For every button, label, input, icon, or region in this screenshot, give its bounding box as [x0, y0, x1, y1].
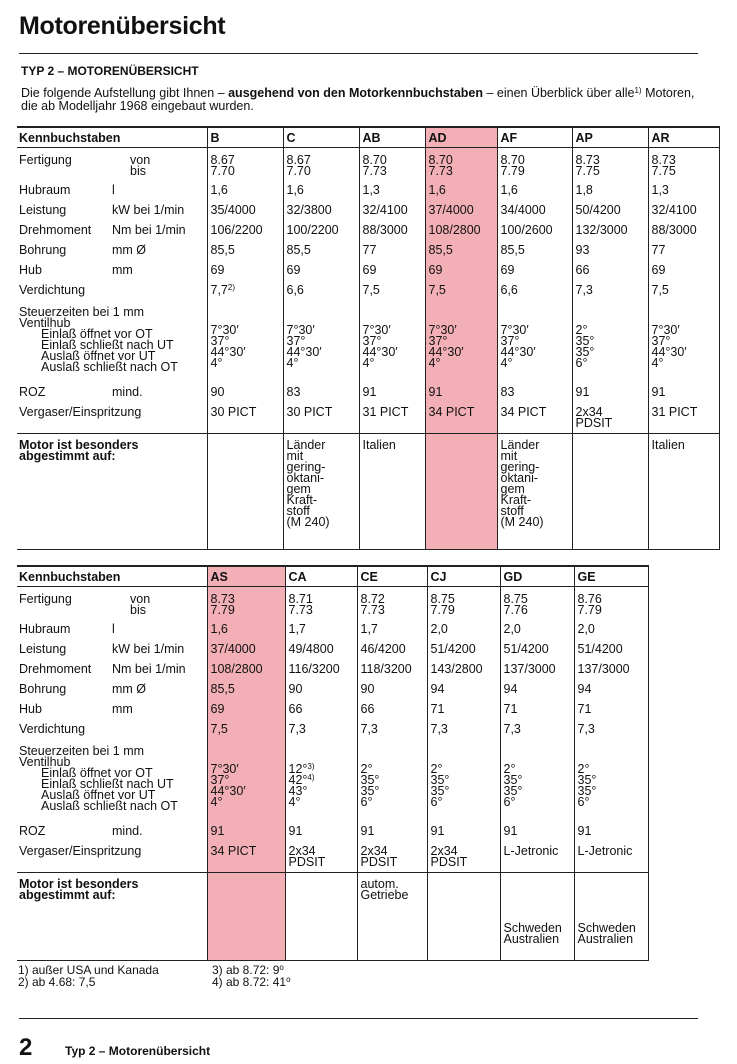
drehmoment-value: 88/3000 [648, 221, 719, 241]
bohrung-value: 90 [357, 680, 427, 700]
label-verdichtung: Verdichtung [19, 722, 86, 736]
leistung-value: 37/4000 [207, 640, 285, 660]
leistung-value: 32/4100 [648, 201, 719, 221]
bohrung-value: 77 [648, 241, 719, 261]
motor-value: Italien [359, 433, 425, 549]
label-roz: ROZ [19, 385, 46, 399]
drehmoment-value: 137/3000 [574, 660, 648, 680]
engine-code: AB [359, 127, 425, 147]
unit-leistung: kW bei 1/min [112, 203, 185, 217]
vergaser-value: 34 PICT [497, 403, 572, 433]
drehmoment-value: 88/3000 [359, 221, 425, 241]
hub-value: 71 [427, 700, 500, 720]
hubraum-value: 1,6 [497, 181, 572, 201]
row-motor-abgestimmt [17, 872, 648, 960]
intro-text-4: Motoren, die ab Modelljahr 1968 eingebaut wurden. [21, 86, 695, 113]
hub-value: 69 [207, 261, 283, 281]
row-leistung [17, 201, 719, 221]
fertigung-value: 8.75 7.76 [500, 586, 574, 620]
footnotes-col2 [212, 964, 291, 988]
label-drehmoment: Drehmoment [19, 662, 92, 676]
table-header-row [17, 127, 719, 147]
drehmoment-value: 108/2800 [425, 221, 497, 241]
bohrung-value: 94 [427, 680, 500, 700]
section-subtitle: TYP 2 – MOTORENÜBERSICHT [21, 64, 199, 78]
vergaser-value: L-Jetronic [574, 842, 648, 872]
bohrung-value: 90 [285, 680, 357, 700]
drehmoment-value: 108/2800 [207, 660, 285, 680]
bohrung-value: 93 [572, 241, 648, 261]
hubraum-value: 1,6 [207, 181, 283, 201]
label-bohrung: Bohrung [19, 243, 67, 257]
vergaser-value: 31 PICT [359, 403, 425, 433]
verdichtung-value: 7,3 [357, 720, 427, 740]
steuerzeiten-value: 7°30′ 37° 44°30′ 4° [359, 301, 425, 383]
steuerzeiten-value: 2° 35° 35° 6° [357, 740, 427, 822]
roz-value: 91 [574, 822, 648, 842]
steuerzeiten-value: 7°30′ 37° 44°30′ 4° [283, 301, 359, 383]
drehmoment-value: 100/2600 [497, 221, 572, 241]
hubraum-value: 1,7 [357, 620, 427, 640]
hub-value: 66 [285, 700, 357, 720]
intro-footnote-ref: 1) [634, 86, 642, 95]
engine-code: AS [207, 566, 285, 586]
fertigung-value: 8.67 7.70 [283, 147, 359, 181]
engine-code: B [207, 127, 283, 147]
label-hub: Hub [19, 263, 42, 277]
leistung-value: 50/4200 [572, 201, 648, 221]
hubraum-value: 1,3 [648, 181, 719, 201]
leistung-value: 32/4100 [359, 201, 425, 221]
label-leistung: Leistung [19, 642, 67, 656]
label-vergaser: Vergaser/Einspritzung [17, 842, 207, 872]
verdichtung-value: 7,3 [572, 281, 648, 301]
leistung-value: 51/4200 [427, 640, 500, 660]
motor-value [425, 433, 497, 549]
vergaser-value: L-Jetronic [500, 842, 574, 872]
label-fertigung: Fertigung [19, 591, 72, 606]
verdichtung-value: 7,3 [285, 720, 357, 740]
hub-value: 66 [357, 700, 427, 720]
verdichtung-value: 7,3 [427, 720, 500, 740]
label-vergaser: Vergaser/Einspritzung [17, 403, 207, 433]
label-steuerzeiten: Steuerzeiten bei 1 mm Ventilhub Einlaß öffnet vor OT Einlaß schließt nach UT Auslaß öffnet vor UT Auslaß schließt nach OT [19, 305, 178, 374]
bohrung-value: 85,5 [207, 680, 285, 700]
label-hubraum: Hubraum [19, 622, 71, 636]
unit-roz: mind. [112, 385, 143, 399]
label-fertigung: Fertigung [19, 152, 72, 167]
engine-table-2 [17, 565, 649, 961]
leistung-value: 51/4200 [500, 640, 574, 660]
row-bohrung [17, 680, 648, 700]
hubraum-value: 2,0 [574, 620, 648, 640]
vergaser-value: 2x34 PDSIT [427, 842, 500, 872]
row-hub [17, 261, 719, 281]
steuerzeiten-value: 7°30′ 37° 44°30′ 4° [497, 301, 572, 383]
footnotes [18, 963, 291, 989]
verdichtung-value: 7,7$^{2)}$ [207, 281, 283, 301]
vergaser-value: 31 PICT [648, 403, 719, 433]
fertigung-value: 8.75 7.79 [427, 586, 500, 620]
verdichtung-value: 7,3 [574, 720, 648, 740]
hub-value: 69 [425, 261, 497, 281]
verdichtung-value: 7,5 [359, 281, 425, 301]
bohrung-value: 85,5 [207, 241, 283, 261]
roz-value: 91 [357, 822, 427, 842]
vergaser-value: 30 PICT [283, 403, 359, 433]
title-rule [19, 53, 698, 54]
row-steuerzeiten [17, 301, 719, 383]
unit-bohrung: mm Ø [112, 243, 147, 257]
hub-value: 69 [207, 700, 285, 720]
steuerzeiten-value: 2° 35° 35° 6° [427, 740, 500, 822]
roz-value: 91 [285, 822, 357, 842]
drehmoment-value: 118/3200 [357, 660, 427, 680]
row-roz [17, 822, 648, 842]
drehmoment-value: 100/2200 [283, 221, 359, 241]
verdichtung-value: 7,5 [648, 281, 719, 301]
row-leistung [17, 640, 648, 660]
fertigung-value: 8.72 7.73 [357, 586, 427, 620]
drehmoment-value: 137/3000 [500, 660, 574, 680]
intro-text-bold: ausgehend von den Motorkennbuchstaben [228, 86, 483, 100]
steuerzeiten-value: 2° 35° 35° 6° [500, 740, 574, 822]
fertigung-value: 8.70 7.79 [497, 147, 572, 181]
footnote-4: 4) ab 8.72: 41$^o$ [212, 975, 291, 989]
fertigung-value: 8.70 7.73 [425, 147, 497, 181]
hub-value: 71 [574, 700, 648, 720]
row-fertigung [17, 147, 719, 181]
unit-hubraum: l [112, 183, 115, 197]
roz-value: 91 [648, 383, 719, 403]
verdichtung-value: 6,6 [497, 281, 572, 301]
row-drehmoment [17, 660, 648, 680]
bohrung-value: 85,5 [497, 241, 572, 261]
hubraum-value: 1,8 [572, 181, 648, 201]
table-header-row [17, 566, 648, 586]
engine-code: GD [500, 566, 574, 586]
drehmoment-value: 116/3200 [285, 660, 357, 680]
verdichtung-value: 6,6 [283, 281, 359, 301]
bohrung-value: 94 [574, 680, 648, 700]
unit-drehmoment: Nm bei 1/min [112, 662, 186, 676]
page-title: Motorenübersicht [19, 12, 226, 40]
page-number: 2 [19, 1034, 33, 1061]
engine-code: AR [648, 127, 719, 147]
roz-value: 91 [207, 822, 285, 842]
hubraum-value: 2,0 [500, 620, 574, 640]
row-roz [17, 383, 719, 403]
row-fertigung [17, 586, 648, 620]
hub-value: 69 [359, 261, 425, 281]
header-label: Kennbuchstaben [17, 127, 207, 147]
motor-value: Schweden Australien [574, 872, 648, 960]
engine-code: GE [574, 566, 648, 586]
unit-drehmoment: Nm bei 1/min [112, 223, 186, 237]
row-drehmoment [17, 221, 719, 241]
unit-hub: mm [112, 263, 133, 277]
hubraum-value: 1,7 [285, 620, 357, 640]
hubraum-value: 1,6 [425, 181, 497, 201]
steuerzeiten-value: 2° 35° 35° 6° [572, 301, 648, 383]
row-steuerzeiten [17, 740, 648, 822]
hubraum-value: 1,6 [283, 181, 359, 201]
roz-value: 83 [283, 383, 359, 403]
vergaser-value: 30 PICT [207, 403, 283, 433]
bohrung-value: 85,5 [425, 241, 497, 261]
roz-value: 90 [207, 383, 283, 403]
label-von-bis: von bis [130, 152, 151, 178]
row-motor-abgestimmt [17, 433, 719, 549]
motor-value: Italien [648, 433, 719, 549]
unit-roz: mind. [112, 824, 143, 838]
hub-value: 69 [648, 261, 719, 281]
footer-rule [19, 1018, 698, 1019]
bohrung-value: 85,5 [283, 241, 359, 261]
row-bohrung [17, 241, 719, 261]
engine-code: AD [425, 127, 497, 147]
intro-paragraph [21, 87, 711, 113]
engine-code: CE [357, 566, 427, 586]
fertigung-value: 8.67 7.70 [207, 147, 283, 181]
bohrung-value: 94 [500, 680, 574, 700]
unit-hub: mm [112, 702, 133, 716]
label-drehmoment: Drehmoment [19, 223, 92, 237]
intro-text-3: – einen Überblick über alle [483, 86, 635, 100]
row-hub [17, 700, 648, 720]
motor-value [207, 433, 283, 549]
verdichtung-value: 7,5 [425, 281, 497, 301]
hub-value: 66 [572, 261, 648, 281]
engine-table-1 [17, 126, 720, 550]
fertigung-value: 8.76 7.79 [574, 586, 648, 620]
row-hubraum [17, 181, 719, 201]
label-leistung: Leistung [19, 203, 67, 217]
motor-value [285, 872, 357, 960]
steuerzeiten-value: 2° 35° 35° 6° [574, 740, 648, 822]
row-hubraum [17, 620, 648, 640]
row-vergaser [17, 842, 648, 872]
steuerzeiten-value: 12°$^{3)}$ 42°$^{4)}$ 43° 4° [285, 740, 357, 822]
unit-hubraum: l [112, 622, 115, 636]
label-hubraum: Hubraum [19, 183, 71, 197]
header-label: Kennbuchstaben [17, 566, 207, 586]
roz-value: 83 [497, 383, 572, 403]
fertigung-value: 8.71 7.73 [285, 586, 357, 620]
engine-code: CA [285, 566, 357, 586]
leistung-value: 51/4200 [574, 640, 648, 660]
drehmoment-value: 143/2800 [427, 660, 500, 680]
label-verdichtung: Verdichtung [19, 283, 86, 297]
bohrung-value: 77 [359, 241, 425, 261]
vergaser-value: 34 PICT [207, 842, 285, 872]
steuerzeiten-value: 7°30′ 37° 44°30′ 4° [207, 301, 283, 383]
engine-code: C [283, 127, 359, 147]
motor-value: Länder mit gering- oktani- gem Kraft- stoff (M 240) [283, 433, 359, 549]
footnote-3: 3) ab 8.72: 9$^o$ [212, 963, 284, 977]
row-verdichtung [17, 281, 719, 301]
unit-bohrung: mm Ø [112, 682, 147, 696]
roz-value: 91 [572, 383, 648, 403]
label-steuerzeiten: Steuerzeiten bei 1 mm Ventilhub Einlaß öffnet vor OT Einlaß schließt nach UT Auslaß öffnet vor UT Auslaß schließt nach OT [19, 744, 178, 813]
vergaser-value: 34 PICT [425, 403, 497, 433]
motor-value: autom. Getriebe [357, 872, 427, 960]
fertigung-value: 8.73 7.79 [207, 586, 285, 620]
intro-text-1: Die folgende Aufstellung gibt Ihnen – [21, 86, 229, 100]
verdichtung-value: 7,5 [207, 720, 285, 740]
roz-value: 91 [500, 822, 574, 842]
leistung-value: 37/4000 [425, 201, 497, 221]
engine-code: AF [497, 127, 572, 147]
fertigung-value: 8.70 7.73 [359, 147, 425, 181]
roz-value: 91 [427, 822, 500, 842]
vergaser-value: 2x34 PDSIT [285, 842, 357, 872]
motor-value: Länder mit gering- oktani- gem Kraft- stoff (M 240) [497, 433, 572, 549]
hub-value: 71 [500, 700, 574, 720]
label-motor-abgestimmt: Motor ist besonders abgestimmt auf: [17, 433, 207, 549]
leistung-value: 34/4000 [497, 201, 572, 221]
label-roz: ROZ [19, 824, 46, 838]
unit-leistung: kW bei 1/min [112, 642, 185, 656]
motor-value [427, 872, 500, 960]
engine-code: CJ [427, 566, 500, 586]
hubraum-value: 1,6 [207, 620, 285, 640]
steuerzeiten-value: 7°30′ 37° 44°30′ 4° [425, 301, 497, 383]
footnote-1: 1) außer USA und Kanada [18, 963, 159, 977]
hubraum-value: 1,3 [359, 181, 425, 201]
row-vergaser [17, 403, 719, 433]
roz-value: 91 [425, 383, 497, 403]
verdichtung-value: 7,3 [500, 720, 574, 740]
steuerzeiten-value: 7°30′ 37° 44°30′ 4° [207, 740, 285, 822]
label-hub: Hub [19, 702, 42, 716]
drehmoment-value: 106/2200 [207, 221, 283, 241]
vergaser-value: 2x34 PDSIT [572, 403, 648, 433]
vergaser-value: 2x34 PDSIT [357, 842, 427, 872]
footer-title: Typ 2 – Motorenübersicht [65, 1044, 211, 1058]
roz-value: 91 [359, 383, 425, 403]
row-verdichtung [17, 720, 648, 740]
label-bohrung: Bohrung [19, 682, 67, 696]
motor-value [572, 433, 648, 549]
leistung-value: 46/4200 [357, 640, 427, 660]
hub-value: 69 [283, 261, 359, 281]
steuerzeiten-value: 7°30′ 37° 44°30′ 4° [648, 301, 719, 383]
fertigung-value: 8.73 7.75 [648, 147, 719, 181]
hub-value: 69 [497, 261, 572, 281]
motor-value [207, 872, 285, 960]
engine-code: AP [572, 127, 648, 147]
motor-value: Schweden Australien [500, 872, 574, 960]
leistung-value: 35/4000 [207, 201, 283, 221]
hubraum-value: 2,0 [427, 620, 500, 640]
fertigung-value: 8.73 7.75 [572, 147, 648, 181]
label-von-bis: von bis [130, 591, 151, 617]
drehmoment-value: 132/3000 [572, 221, 648, 241]
footnote-2: 2) ab 4.68: 7,5 [18, 975, 96, 989]
label-motor-abgestimmt: Motor ist besonders abgestimmt auf: [17, 872, 207, 960]
leistung-value: 49/4800 [285, 640, 357, 660]
leistung-value: 32/3800 [283, 201, 359, 221]
